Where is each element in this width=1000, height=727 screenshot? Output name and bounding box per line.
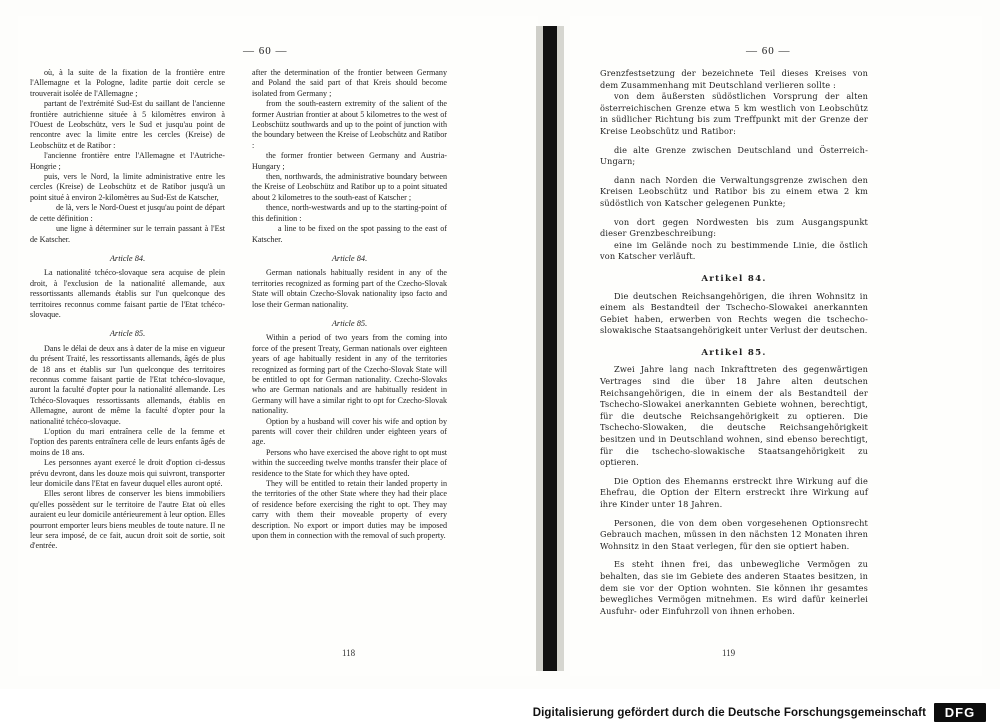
english-text-column [252,68,447,541]
article-84-heading: Artikel 84. [701,273,767,284]
paragraph: une ligne à déterminer sur le terrain passant à l'Est de Katscher. [30,224,225,244]
block-spacer [600,210,868,217]
paragraph: thence, north-westwards and up to the starting-point of this definition : [252,203,447,223]
paragraph: They will be entitled to retain their landed property in the territories of the other State where they had their place of residence before exercising the right to opt. They may carry with them their moveable property of every description. No export or import duties may be imposed upon them in connection with the removal of such property. [252,479,447,541]
paragraph: Option by a husband will cover his wife and option by parents will cover their children under eighteen years of age. [252,416,447,447]
paragraph: Zwei Jahre lang nach Inkrafttreten des gegenwärtigen Vertrages sind die über 18 Jahre alten deutschen Reichsangehörigen, die in einem der als Bestandteil der Tschecho-Slowakei anerkannten Gebiete wohnen, berechtigt, für die deutsche Reichsangehörigkeit zu optieren. Die Tschecho-Slowaken, die deutsche Reichsangehörigkeit besitzen und in Deutschland wohnen, sind ebenso berechtigt, für die tschecho-slowakische Staatsangehörigkeit zu optieren. [600,364,868,468]
paragraph: dann nach Norden die Verwaltungsgrenze zwischen den Kreisen Leobschütz und Ratibor bis zu einem etwa 2 km südöstlich von Katscher gelegenen Punkte; [600,174,868,208]
article-84-heading: Article 84. [109,253,146,263]
paragraph: où, à la suite de la fixation de la frontière entre l'Allemagne et la Pologne, ladite partie doit cercle se trouverait isolée de l'Allemagne ; [30,68,225,98]
paragraph: L'option du mari entraînera celle de la femme et l'option des parents entraînera celle de leurs enfants âgés de moins de 18 ans. [30,427,225,457]
paragraph: Dans le délai de deux ans à dater de la mise en vigueur du présent Traité, les ressortissants allemands, âgés de plus de 18 ans et établis sur l'un quelconque des territoires reconnus comme faisant partie de l'Etat tchéco-slovaque, auront la faculté d'opter pour la nationalité allemande. Les Tchéco-Slovaques ressortissants allemands, établis en Allemagne, auront de même la faculté d'opter pour la nationalité tchéco-slovaque. [30,343,225,426]
article-85-heading: Artikel 85. [701,347,767,358]
paragraph: partant de l'extrémité Sud-Est du saillant de l'ancienne frontière autrichienne située à 5 kilomètres environ à l'Ouest de Leobschütz, vers le Sud et jusqu'au point de rencontre avec la limite entre les cercles (Kreise) de Leobschütz et de Ratibor : [30,99,225,150]
article-85-heading: Article 85. [331,318,368,328]
paragraph: after the determination of the frontier between Germany and Poland the said part of that Kreis should become isolated from Germany ; [252,68,447,98]
paragraph: from the south-eastern extremity of the salient of the former Austrian frontier at about 5 kilometres to the west of Leobschütz southwards and up to the point of junction with the boundary between the Kreise of Leobschütz and Ratibor : [252,99,447,150]
digitization-credit-text: Digitalisierung gefördert durch die Deutsche Forschungsgemeinschaft [532,707,926,719]
paragraph: de là, vers le Nord-Ouest et jusqu'au point de départ de cette définition : [30,203,225,223]
paragraph: puis, vers le Nord, la limite administrative entre les cercles (Kreise) de Leobschütz et de Ratibor jusqu'à un point situé à environ 2-kilomètres au Sud-Est de Katscher, [30,172,225,202]
paragraph: then, northwards, the administrative boundary between the Kreise of Leobschütz and Ratibor up to a point situated about 2 kilometres to the south-east of Katscher ; [252,172,447,202]
paragraph: eine im Gelände noch zu bestimmende Linie, die östlich von Katscher verläuft. [600,239,868,262]
french-text-column [30,68,225,552]
paragraph: von dort gegen Nordwesten bis zum Ausgangspunkt dieser Grenzbeschreibung: [600,216,868,239]
paragraph: l'ancienne frontière entre l'Allemagne et l'Autriche-Hongrie ; [30,151,225,171]
digitization-footer [0,689,1000,727]
paragraph: Within a period of two years from the coming into force of the present Treaty, German nationals over eighteen years of age habitually resident in any of the territories recognized as forming part of the Czecho-Slovak State will be entitled to opt for German nationality. Czecho-Slovaks who are German nationals and are habitually resident in Germany will have a similar right to opt for Czecho-Slovak nationality. [252,333,447,416]
paragraph: La nationalité tchéco-slovaque sera acquise de plein droit, à l'exclusion de la nationalité allemande, aux ressortissants allemands établis sur l'un quelconque des territoires reconnus comme faisant partie de l'Etat tchéco-slovaque. [30,268,225,319]
right-page-header-number: — 60 — [746,45,791,57]
left-page-footer-number: 118 [342,648,356,658]
block-spacer [600,552,868,559]
paragraph: die alte Grenze zwischen Deutschland und Österreich-Ungarn; [600,144,868,167]
paragraph: Les personnes ayant exercé le droit d'option ci-dessus prévu devront, dans les douze mois qui suivront, transporter leur domicile dans l'Etat en faveur duquel elles auront opté. [30,458,225,489]
block-spacer [600,511,868,518]
book-gutter-shadow-right [557,26,564,671]
paragraph: Persons who have exercised the above right to opt must within the succeeding twelve months transfer their place of residence to the State for which they have opted. [252,447,447,478]
dfg-logo: DFG [934,703,986,722]
paragraph: German nationals habitually resident in any of the territories recognized as forming part of the Czecho-Slovak State will obtain Czecho-Slovak nationality ipso facto and lose their German nationality. [252,268,447,309]
paragraph: Die Option des Ehemanns erstreckt ihre Wirkung auf die Ehefrau, die Option der Eltern erstreckt ihre Wirkung auf ihre Kinder unter 18 Jahren. [600,475,868,509]
paragraph: Die deutschen Reichsangehörigen, die ihren Wohnsitz in einem als Bestandteil der Tschecho-Slowakei anerkannten Gebiet haben, erwerben von Rechts wegen die tschecho-slowakische Staatsangehörigkeit unter Verlust der deutschen. [600,290,868,336]
article-84-heading: Article 84. [331,253,368,263]
article-85-heading: Article 85. [109,329,146,339]
paragraph: Personen, die von dem oben vorgesehenen Optionsrecht Gebrauch machen, müssen in den nächsten 12 Monaten ihren Wohnsitz in den Staat verlegen, für den sie optiert haben. [600,517,868,551]
right-page-footer-number: 119 [722,648,736,658]
block-spacer [600,138,868,145]
paragraph: von dem äußersten südöstlichen Vorsprung der alten österreichischen Grenze etwa 5 km westlich von Leobschütz in südlicher Richtung bis zum Treffpunkt mit der Grenze der Kreise Leobschütz und Ratibor: [600,91,868,136]
left-page-header-number: — 60 — [243,45,288,57]
paragraph: the former frontier between Germany and Austria-Hungary ; [252,151,447,171]
paragraph: Elles seront libres de conserver les biens immobiliers qu'elles possèdent sur le territoire de l'autre Etat où elles auraient eu leur domicile antérieurement à leur option. Elles pourront emporter leurs biens meubles de toute nature. Il ne leur sera imposé, de ce fait, aucun droit soit de sortie, soit d'entrée. [30,489,225,551]
paragraph: a line to be fixed on the spot passing to the east of Katscher. [252,224,447,244]
block-spacer [600,469,868,476]
block-spacer [600,168,868,175]
book-gutter [543,26,557,671]
paragraph: Grenzfestsetzung der bezeichnete Teil dieses Kreises von dem Zusammenhang mit Deutschland verlieren sollte : [600,68,868,90]
paragraph: Es steht ihnen frei, das unbewegliche Vermögen zu behalten, das sie im Gebiete des anderen Staates besitzen, in dem sie vor der Option wohnten. Sie können ihr gesamtes bewegliches Vermögen mitnehmen. Es wird dafür keinerlei Ausfuhr- oder Einfuhrzoll von ihnen erhoben. [600,559,868,616]
german-text-column [600,68,868,617]
